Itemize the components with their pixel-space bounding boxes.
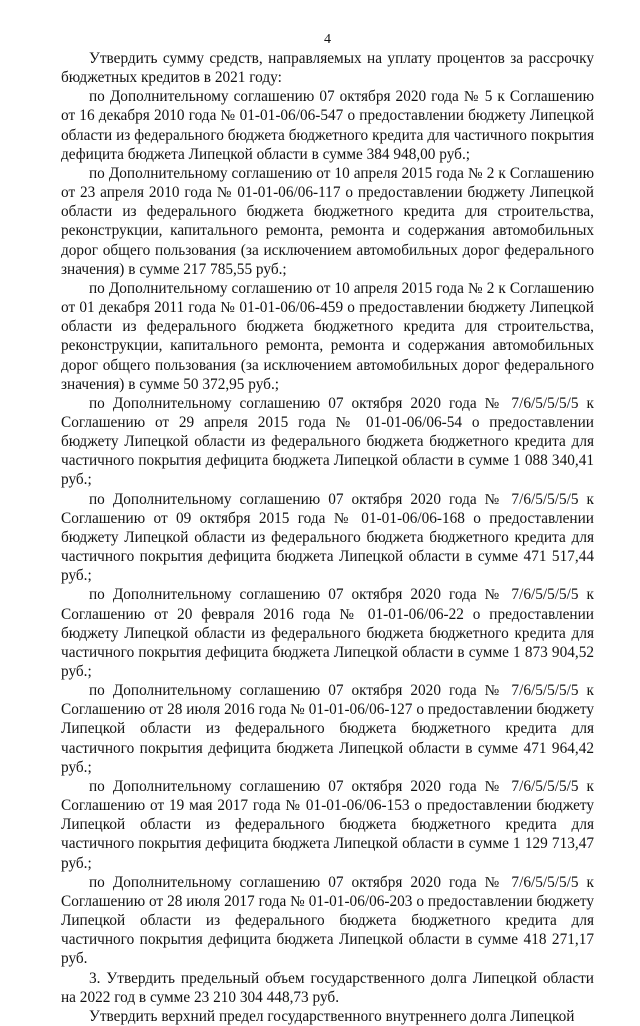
paragraph-agreement-2: по Дополнительному соглашению от 10 апреля 2015 года № 2 к Соглашению от 23 апреля 2010 года № 01-01-06/06-117 о предоставлении бюджету Липецкой области из федерального бюджета бюджетного кредита для строительства, реконструкции, капитального ремонта, ремонта и содержания автомобильных дорог общего пользования (за исключением автомобильных дорог федерального значения) в сумме 217 785,55 руб.; xyxy=(61,164,594,278)
paragraph-agreement-8: по Дополнительному соглашению 07 октября 2020 года № 7/6/5/5/5/5 к Соглашению от 19 мая 2017 года № 01-01-06/06-153 о предоставлении бюджету Липецкой области из федерального бюджета бюджетного кредита для частичного покрытия дефицита бюджета Липецкой области в сумме 1 129 713,47 руб.; xyxy=(61,777,594,872)
page-number: 4 xyxy=(324,32,331,47)
paragraph-agreement-3: по Дополнительному соглашению от 10 апреля 2015 года № 2 к Соглашению от 01 декабря 2011 года № 01-01-06/06-459 о предоставлении бюджету Липецкой области из федерального бюджета бюджетного кредита для строительства, реконструкции, капитального ремонта, ремонта и содержания автомобильных дорог общего пользования (за исключением автомобильных дорог федерального значения) в сумме 50 372,95 руб.; xyxy=(61,279,594,393)
paragraph-agreement-6: по Дополнительному соглашению 07 октября 2020 года № 7/6/5/5/5/5 к Соглашению от 20 февраля 2016 года № 01-01-06/06-22 о предоставлении бюджету Липецкой области из федерального бюджета бюджетного кредита для частичного покрытия дефицита бюджета Липецкой области в сумме 1 873 904,52 руб.; xyxy=(61,586,594,680)
paragraph-agreement-4: по Дополнительному соглашению 07 октября 2020 года № 7/6/5/5/5/5 к Соглашению от 29 апреля 2015 года № 01-01-06/06-54 о предоставлении бюджету Липецкой области из федерального бюджета бюджетного кредита для частичного покрытия дефицита бюджета Липецкой области в сумме 1 088 340,41 руб.; xyxy=(61,394,594,489)
paragraph-agreement-9: по Дополнительному соглашению 07 октября 2020 года № 7/6/5/5/5/5 к Соглашению от 28 июля 2017 года № 01-01-06/06-203 о предоставлении бюджету Липецкой области из федерального бюджета бюджетного кредита для частичного покрытия дефицита бюджета Липецкой области в сумме 418 271,17 руб. xyxy=(61,873,594,968)
paragraph-agreement-5: по Дополнительному соглашению 07 октября 2020 года № 7/6/5/5/5/5 к Соглашению от 09 октября 2015 года № 01-01-06/06-168 о предоставлении бюджету Липецкой области из федерального бюджета бюджетного кредита для частичного покрытия дефицита бюджета Липецкой области в сумме 471 517,44 руб.; xyxy=(61,490,594,585)
paragraph-upper-limit: Утвердить верхний предел государственного внутреннего долга Липецкой xyxy=(89,1007,575,1025)
paragraph-debt-limit: 3. Утвердить предельный объем государственного долга Липецкой области на 2022 год в сумме 23 210 304 448,73 руб. xyxy=(61,969,594,1006)
paragraph-agreement-7: по Дополнительному соглашению 07 октября 2020 года № 7/6/5/5/5/5 к Соглашению от 28 июля 2016 года № 01-01-06/06-127 о предоставлении бюджету Липецкой области из федерального бюджета бюджетного кредита для частичного покрытия дефицита бюджета Липецкой области в сумме 471 964,42 руб.; xyxy=(61,682,594,776)
paragraph-intro: Утвердить сумму средств, направляемых на уплату процентов за рассрочку бюджетных кредитов в 2021 году: xyxy=(61,50,594,87)
document-page xyxy=(61,30,594,1026)
paragraph-agreement-1: по Дополнительному соглашению 07 октября 2020 года № 5 к Соглашению от 16 декабря 2010 года № 01-01-06/06-547 о предоставлении бюджету Липецкой области из федерального бюджета бюджетного кредита для частичного покрытия дефицита бюджета Липецкой области в сумме 384 948,00 руб.; xyxy=(61,88,594,163)
